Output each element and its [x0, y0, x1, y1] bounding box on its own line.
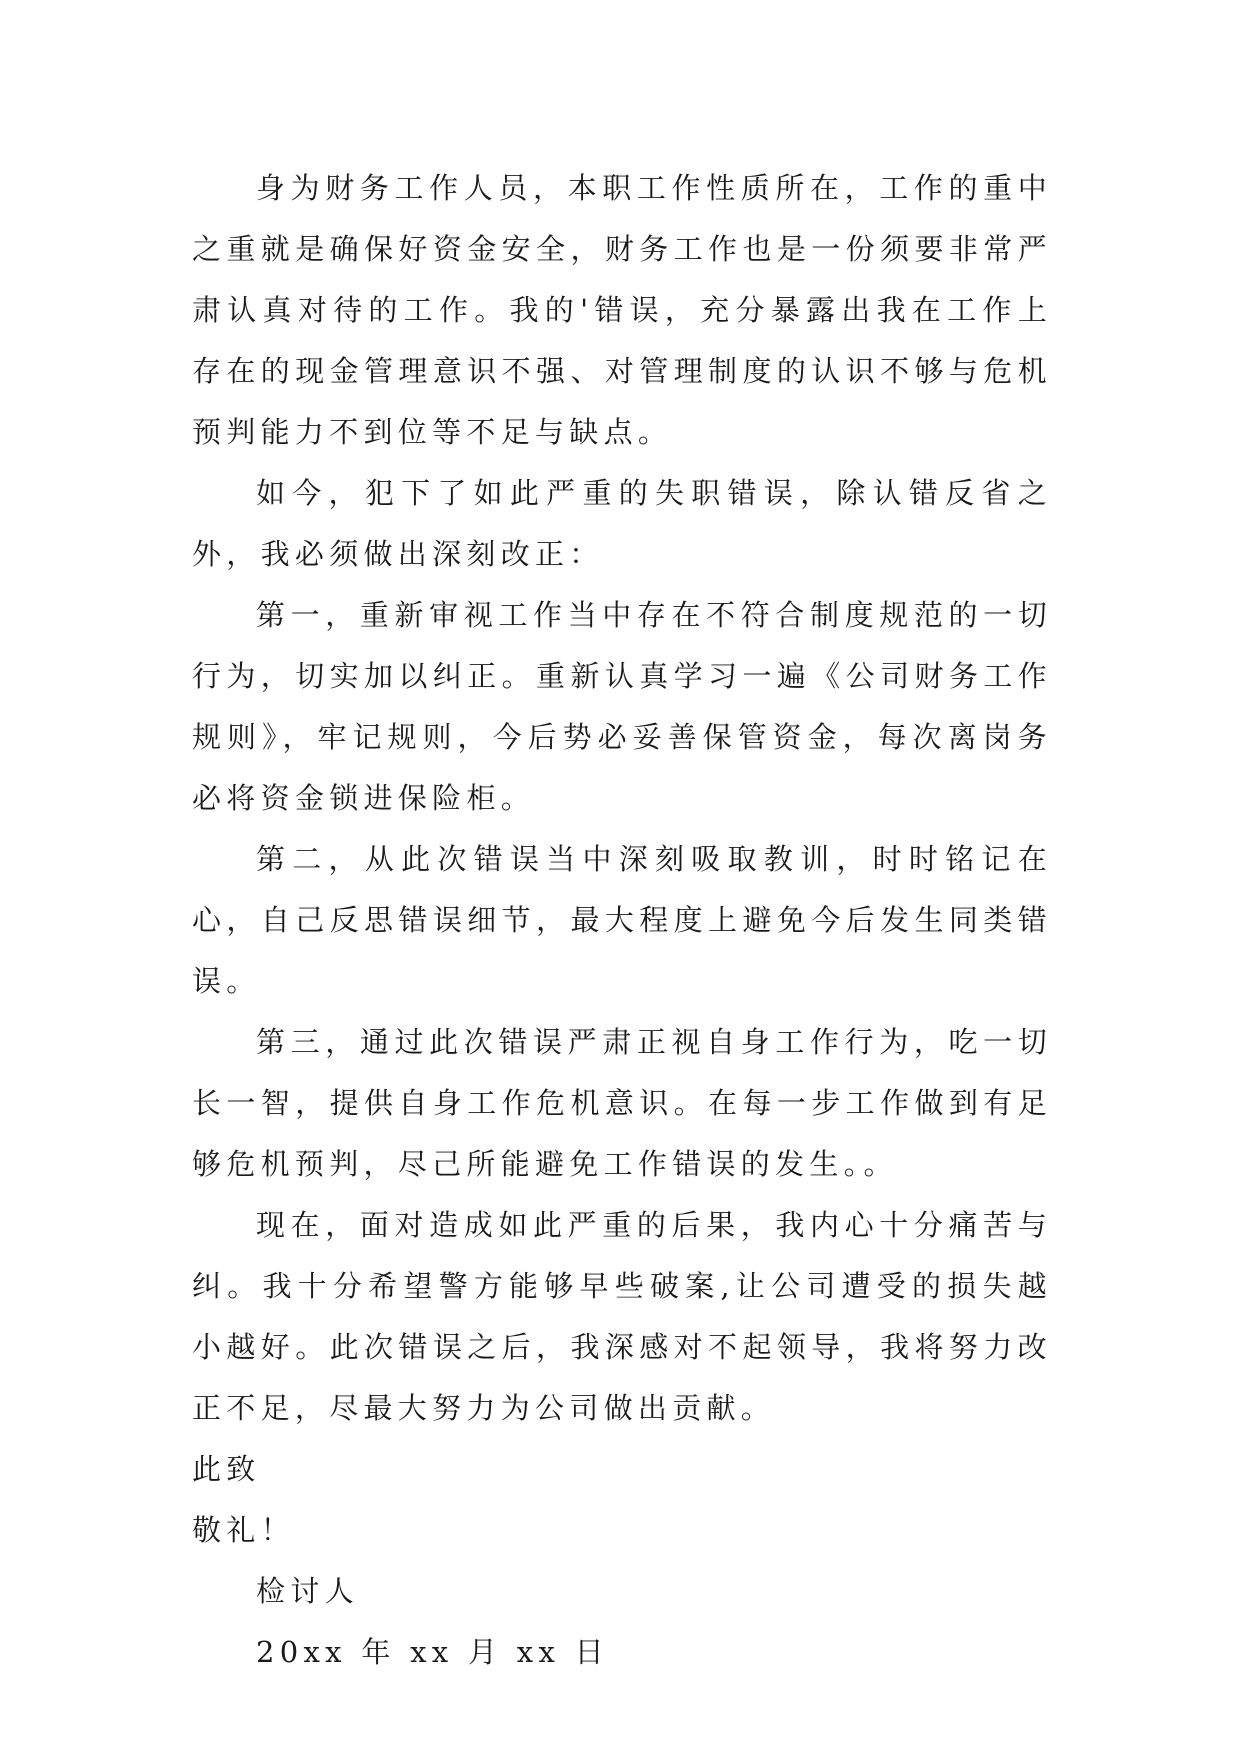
signature-date: 20xx 年 xx 月 xx 日 [256, 1635, 609, 1669]
closing-regards: 敬礼！ [192, 1513, 295, 1547]
paragraph-2: 如今，犯下了如此严重的失职错误，除认错反省之外，我必须做出深刻改正： [192, 476, 1052, 571]
paragraph-6: 现在，面对造成如此严重的后果，我内心十分痛苦与纠。我十分希望警方能够早些破案,让公司遭受的损失越小越好。此次错误之后，我深感对不起领导，我将努力改正不足，尽最大努力为公司做出贡献。 [192, 1208, 1052, 1425]
paragraph-3: 第一，重新审视工作当中存在不符合制度规范的一切行为，切实加以纠正。重新认真学习一遍《公司财务工作规则》，牢记规则，今后势必妥善保管资金，每次离岗务必将资金锁进保险柜。 [192, 598, 1052, 815]
paragraph-1: 身为财务工作人员，本职工作性质所在，工作的重中之重就是确保好资金安全，财务工作也是一份须要非常严肃认真对待的工作。我的'错误，充分暴露出我在工作上存在的现金管理意识不强、对管理制度的认识不够与危机预判能力不到位等不足与缺点。 [192, 171, 1052, 449]
paragraph-5: 第三，通过此次错误严肃正视自身工作行为，吃一切长一智，提供自身工作危机意识。在每一步工作做到有足够危机预判，尽己所能避免工作错误的发生。。 [192, 1025, 1052, 1181]
closing-salutation: 此致 [192, 1452, 261, 1486]
document-body [192, 158, 1052, 1683]
signer-label: 检讨人 [256, 1574, 359, 1608]
paragraph-4: 第二，从此次错误当中深刻吸取教训，时时铭记在心，自己反思错误细节，最大程度上避免今后发生同类错误。 [192, 842, 1052, 998]
